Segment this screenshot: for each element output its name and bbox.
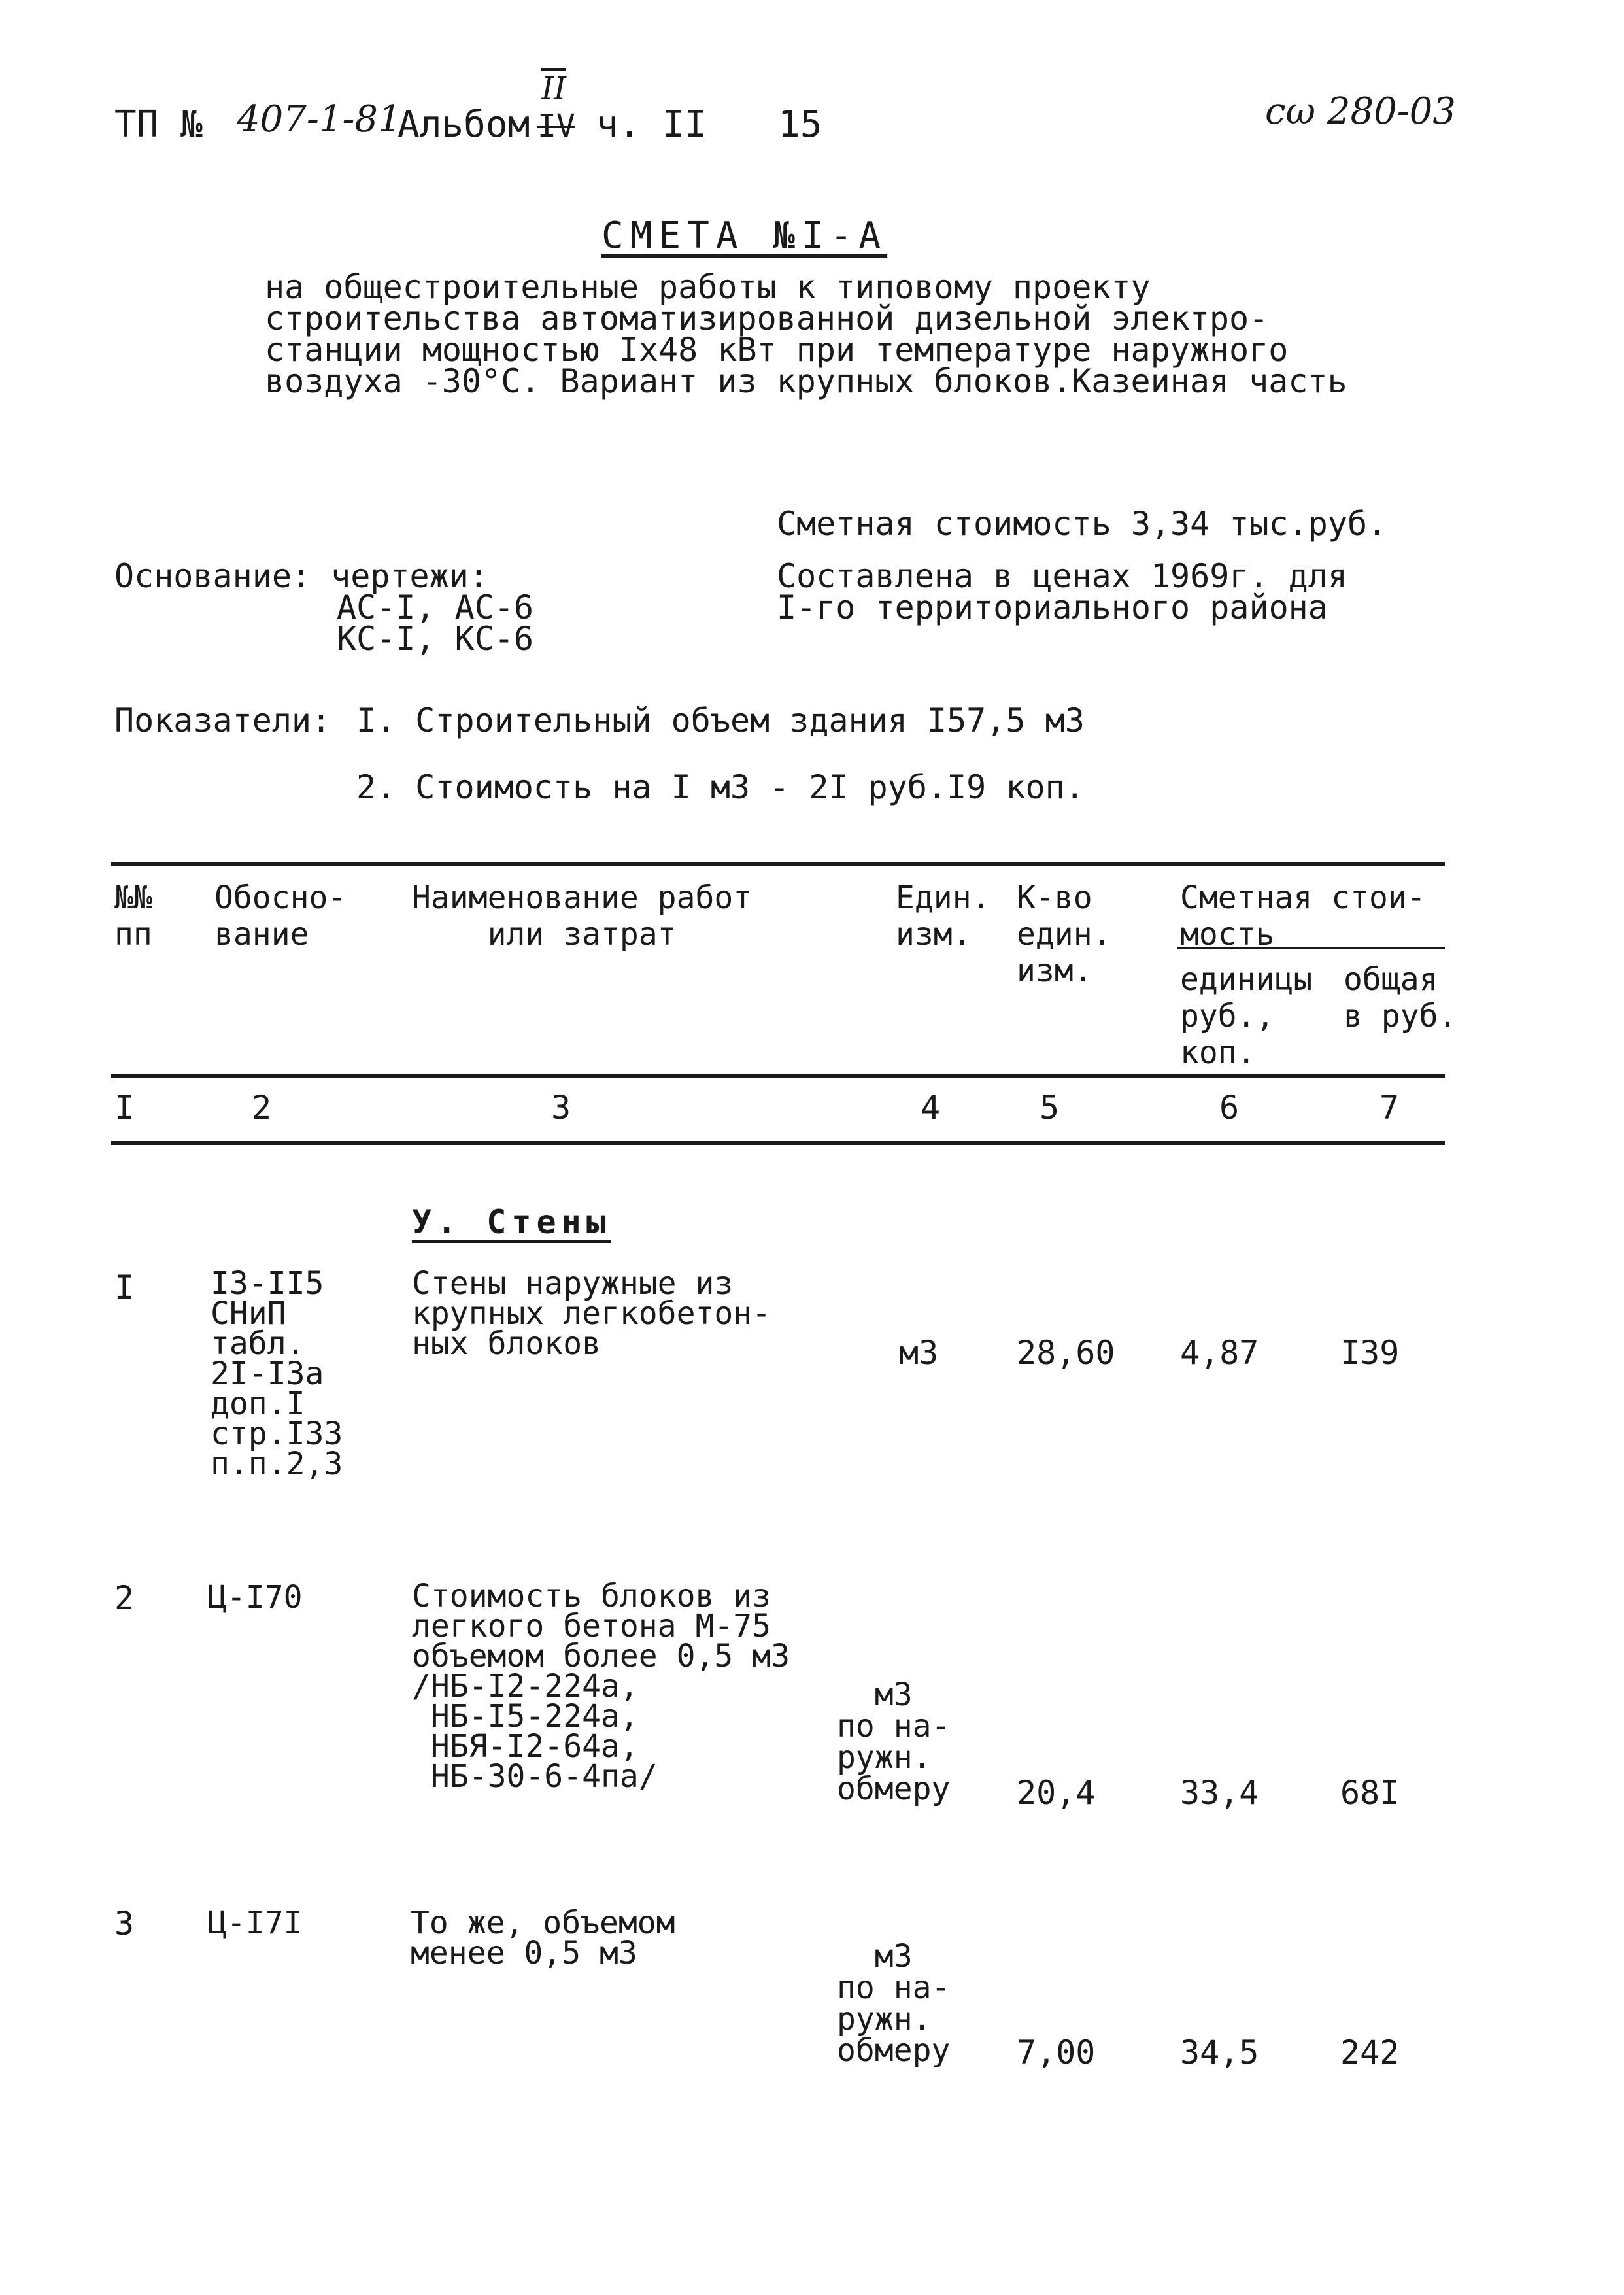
estimate-title: СМЕТА №I-А [601, 214, 888, 257]
indicator-volume: I. Строительный объем здания I57,5 м3 [356, 702, 1085, 740]
row-2-basis: Ц-I70 [208, 1579, 303, 1616]
album-label: Альбом [398, 103, 530, 146]
header-quantity: К-во един. изм. [1017, 879, 1111, 989]
row-3-quantity: 7,00 [1017, 2033, 1096, 2071]
album-number-corrected: $\overline{II}$ [541, 71, 566, 107]
project-number: 407-1-81 [237, 98, 401, 141]
indicators-label: Показатели: [114, 702, 331, 740]
col-number-1: I [114, 1089, 135, 1127]
row-1-total: I39 [1340, 1334, 1400, 1372]
row-1-quantity: 28,60 [1017, 1334, 1115, 1372]
header-work-name: Наименование работ или затрат [412, 879, 753, 953]
row-1-number: I [114, 1268, 135, 1306]
subtitle-line-3: станции мощностью Iх48 кВт при температуре наружного [265, 331, 1289, 369]
header-unit: Един. изм. [896, 879, 990, 953]
header-bottom-rule [111, 1074, 1445, 1078]
page-number: 15 [778, 103, 822, 146]
basis-drawings-1: АС-I, АС-6 [337, 588, 534, 626]
basis-label: Основание: чертежи: [114, 557, 488, 595]
part-label: ч. II [596, 103, 707, 146]
table-top-rule [111, 862, 1445, 866]
document-code: cω 280-03 [1265, 90, 1456, 133]
tp-label: ТП № [114, 103, 203, 146]
compiled-prices-line-2: I-го территориального района [777, 588, 1328, 626]
col-number-3: 3 [551, 1089, 571, 1127]
row-2-number: 2 [114, 1579, 135, 1617]
col-number-6: 6 [1219, 1089, 1240, 1127]
row-3-total: 242 [1340, 2033, 1400, 2071]
row-2-quantity: 20,4 [1017, 1774, 1096, 1812]
header-estimated-cost: Сметная стои- мость [1180, 879, 1426, 953]
row-2-unit-price: 33,4 [1180, 1774, 1259, 1812]
row-1-basis: I3-II5 СНиП табл. 2I-I3а доп.I стр.I33 п.п.2,3 [211, 1265, 343, 1482]
section-title-walls: У. Стены [412, 1203, 611, 1241]
row-2-work-name: Стоимость блоков из легкого бетона М-75 объемом более 0,5 м3 /НБ-I2-224а, НБ-I5-224а, НБЯ-I2-64а, НБ-30-6-4па/ [412, 1578, 790, 1795]
indicator-cost-per-m3: 2. Стоимость на I м3 - 2I руб.I9 коп. [356, 768, 1085, 806]
row-3-basis: Ц-I7I [208, 1905, 303, 1941]
col-number-2: 2 [252, 1089, 272, 1127]
row-3-unit-price: 34,5 [1180, 2033, 1259, 2071]
basis-drawings-2: КС-I, КС-6 [337, 620, 534, 658]
subtitle-line-2: строительства автоматизированной дизельной электро- [265, 299, 1269, 337]
row-2-total: 68I [1340, 1774, 1400, 1812]
header-row-number: №№ пп [114, 879, 152, 953]
estimated-cost: Сметная стоимость 3,34 тыс.руб. [777, 505, 1387, 543]
album-number-crossed: IV [537, 108, 575, 144]
col-numbers-bottom-rule [111, 1141, 1445, 1145]
header-unit-price: единицы руб., коп. [1180, 961, 1313, 1071]
row-3-number: 3 [114, 1905, 135, 1943]
row-3-work-name: То же, объемом менее 0,5 м3 [411, 1905, 675, 1971]
row-1-unit: м3 [899, 1334, 939, 1372]
row-3-unit: м3 по на- ружн. обмеру [837, 1938, 951, 2069]
header-total: общая в руб. [1344, 961, 1457, 1034]
col-number-7: 7 [1379, 1089, 1400, 1127]
col-number-4: 4 [921, 1089, 941, 1127]
row-1-unit-price: 4,87 [1180, 1334, 1259, 1372]
row-2-unit: м3 по на- ружн. обмеру [837, 1676, 951, 1807]
row-1-work-name: Стены наружные из крупных легкобетон- ных блоков [412, 1265, 771, 1362]
compiled-prices-line-1: Составлена в ценах 1969г. для [777, 557, 1347, 595]
subtitle-line-4: воздуха -30°С. Вариант из крупных блоков.Казеиная часть [265, 362, 1347, 400]
header-basis: Обосно- вание [214, 879, 347, 953]
col-number-5: 5 [1040, 1089, 1060, 1127]
subtitle-line-1: на общестроительные работы к типовому проекту [265, 268, 1151, 306]
